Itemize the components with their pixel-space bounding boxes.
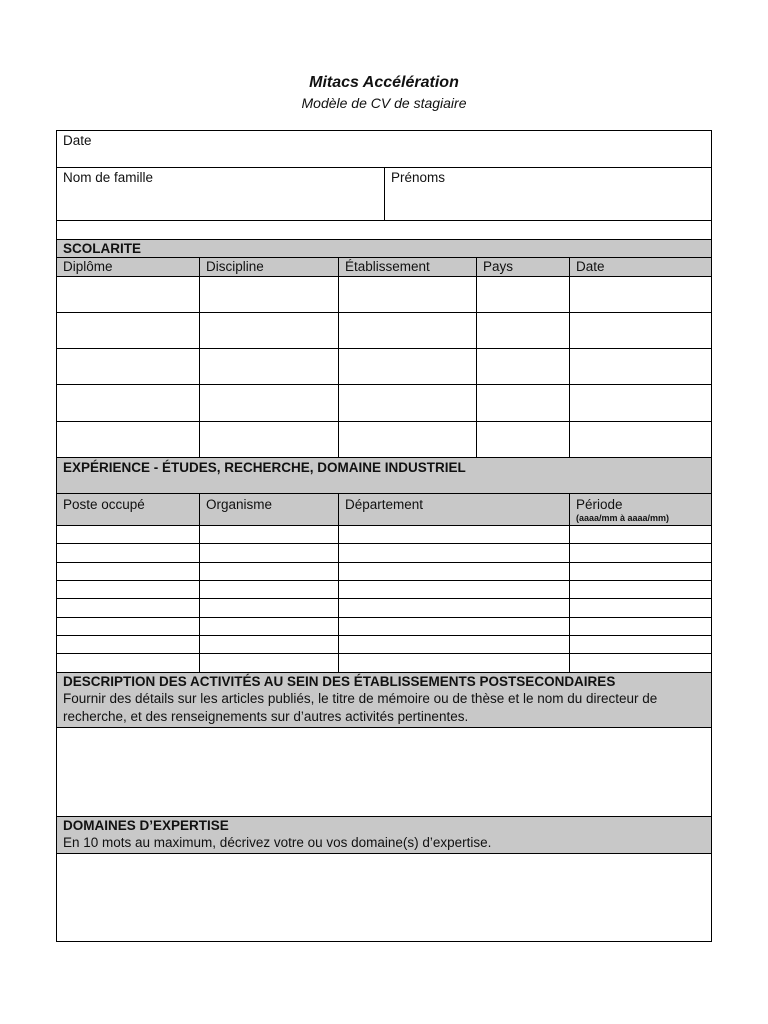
activities-text-area[interactable]	[57, 728, 711, 817]
date-field[interactable]	[57, 131, 711, 168]
education-row	[57, 349, 711, 385]
experience-row	[57, 526, 711, 544]
first-names-field[interactable]	[385, 168, 711, 220]
education-cell[interactable]	[570, 349, 711, 384]
education-cell[interactable]	[570, 422, 711, 457]
experience-row	[57, 654, 711, 673]
activities-instructions: Fournir des détails sur les articles publiés, le titre de mémoire ou de thèse et le nom du directeur de recherche, et des renseignements sur d’autres activités pertinentes.	[63, 691, 658, 724]
period-format-hint: (aaaa/mm à aaaa/mm)	[576, 513, 670, 523]
experience-cell[interactable]	[200, 544, 339, 562]
education-cell[interactable]	[477, 422, 570, 457]
expertise-instructions: En 10 mots au maximum, décrivez votre ou vos domaine(s) d’expertise.	[63, 835, 492, 850]
experience-cell[interactable]	[339, 618, 570, 635]
education-columns-row	[57, 258, 711, 277]
education-cell[interactable]	[570, 277, 711, 312]
activities-heading: DESCRIPTION DES ACTIVITÉS AU SEIN DES ÉTABLISSEMENTS POSTSECONDAIRES	[63, 674, 616, 689]
experience-cell[interactable]	[570, 563, 711, 580]
col-organisme: Organisme	[200, 494, 339, 525]
experience-cell[interactable]	[200, 563, 339, 580]
col-diplome: Diplôme	[57, 258, 200, 276]
col-date: Date	[576, 259, 605, 274]
experience-cell[interactable]	[339, 654, 570, 672]
experience-cell[interactable]	[570, 618, 711, 635]
expertise-heading-row	[57, 817, 711, 854]
experience-cell[interactable]	[339, 636, 570, 653]
document-subtitle: Modèle de CV de stagiaire	[301, 95, 467, 111]
first-names-label: Prénoms	[391, 170, 446, 185]
education-cell[interactable]	[339, 385, 477, 421]
experience-row	[57, 581, 711, 599]
experience-cell[interactable]	[570, 654, 711, 672]
experience-cell[interactable]	[57, 526, 200, 543]
expertise-text-area[interactable]	[57, 854, 711, 941]
experience-cell[interactable]	[200, 526, 339, 543]
experience-cell[interactable]	[570, 544, 711, 562]
education-cell[interactable]	[477, 313, 570, 348]
education-cell[interactable]	[570, 385, 711, 421]
cv-form	[56, 130, 712, 942]
col-discipline: Discipline	[200, 258, 339, 276]
experience-row	[57, 563, 711, 581]
experience-cell[interactable]	[57, 581, 200, 598]
expertise-heading: DOMAINES D’EXPERTISE	[63, 818, 229, 833]
education-cell[interactable]	[339, 277, 477, 312]
education-row	[57, 277, 711, 313]
education-cell[interactable]	[200, 422, 339, 457]
education-cell[interactable]	[570, 313, 711, 348]
experience-cell[interactable]	[570, 581, 711, 598]
experience-row	[57, 618, 711, 636]
experience-cell[interactable]	[339, 526, 570, 543]
education-cell[interactable]	[477, 277, 570, 312]
experience-cell[interactable]	[200, 654, 339, 672]
education-cell[interactable]	[339, 349, 477, 384]
experience-cell[interactable]	[339, 581, 570, 598]
education-row	[57, 313, 711, 349]
education-cell[interactable]	[339, 313, 477, 348]
col-etablissement: Établissement	[339, 258, 477, 276]
education-cell[interactable]	[200, 277, 339, 312]
col-poste-occupe: Poste occupé	[57, 494, 200, 525]
experience-row	[57, 544, 711, 563]
experience-cell[interactable]	[200, 581, 339, 598]
education-cell[interactable]	[477, 349, 570, 384]
education-row	[57, 385, 711, 422]
activities-heading-row	[57, 673, 711, 728]
education-cell[interactable]	[57, 349, 200, 384]
last-name-label: Nom de famille	[63, 170, 154, 185]
experience-cell[interactable]	[57, 599, 200, 617]
education-cell[interactable]	[200, 313, 339, 348]
education-cell[interactable]	[57, 277, 200, 312]
experience-cell[interactable]	[57, 544, 200, 562]
experience-cell[interactable]	[200, 599, 339, 617]
experience-heading: EXPÉRIENCE - ÉTUDES, RECHERCHE, DOMAINE INDUSTRIEL	[63, 460, 466, 475]
experience-cell[interactable]	[570, 636, 711, 653]
education-cell[interactable]	[57, 385, 200, 421]
experience-cell[interactable]	[57, 618, 200, 635]
experience-heading-row	[57, 458, 711, 494]
col-pays: Pays	[477, 258, 570, 276]
education-cell[interactable]	[200, 385, 339, 421]
education-row	[57, 422, 711, 458]
experience-cell[interactable]	[339, 599, 570, 617]
experience-cell[interactable]	[200, 636, 339, 653]
education-cell[interactable]	[57, 422, 200, 457]
document-header	[0, 72, 768, 112]
experience-cell[interactable]	[339, 544, 570, 562]
last-name-field[interactable]	[57, 168, 385, 220]
experience-cell[interactable]	[57, 654, 200, 672]
experience-cell[interactable]	[339, 563, 570, 580]
experience-cell[interactable]	[57, 636, 200, 653]
name-row	[57, 168, 711, 221]
date-label: Date	[63, 133, 92, 148]
col-periode-label: Période	[576, 497, 623, 512]
spacer-row	[57, 221, 711, 240]
col-periode	[570, 494, 711, 525]
experience-cell[interactable]	[570, 526, 711, 543]
experience-cell[interactable]	[570, 599, 711, 617]
education-heading: SCOLARITE	[63, 241, 142, 256]
education-cell[interactable]	[200, 349, 339, 384]
document-title: Mitacs Accélération	[309, 74, 459, 91]
experience-cell[interactable]	[200, 618, 339, 635]
education-cell[interactable]	[57, 313, 200, 348]
experience-row	[57, 599, 711, 618]
education-heading-row	[57, 240, 711, 258]
experience-columns-row	[57, 494, 711, 526]
education-cell[interactable]	[477, 385, 570, 421]
education-cell[interactable]	[339, 422, 477, 457]
experience-cell[interactable]	[57, 563, 200, 580]
col-departement: Département	[339, 494, 570, 525]
experience-row	[57, 636, 711, 654]
